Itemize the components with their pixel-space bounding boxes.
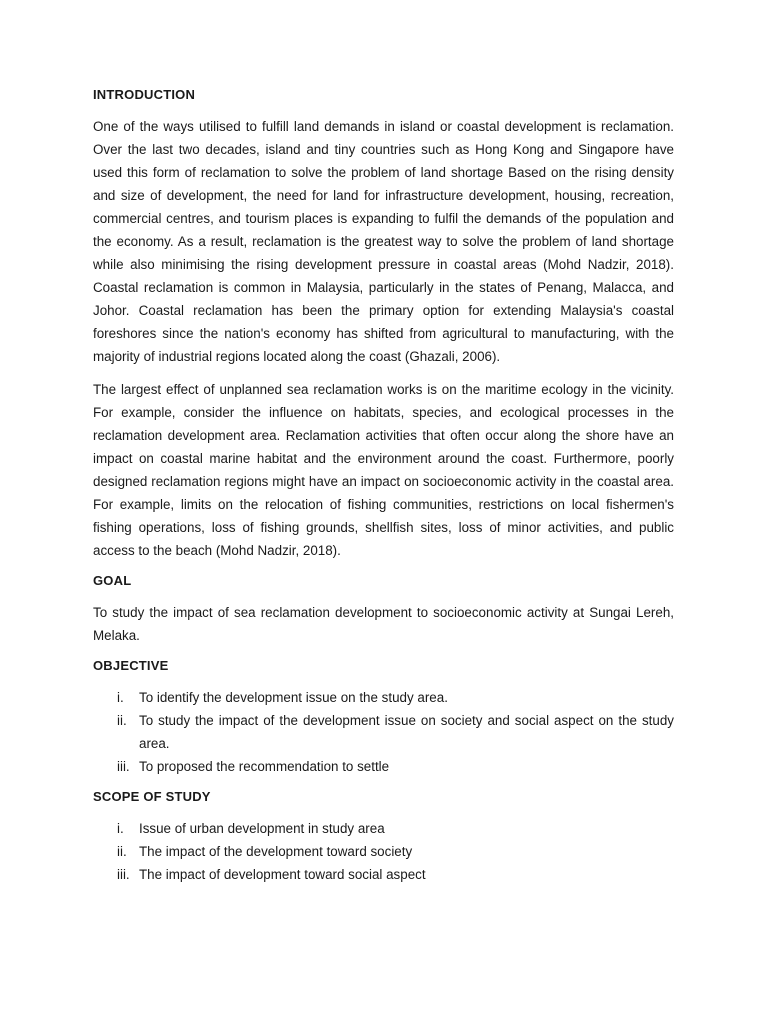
list-numeral: iii.	[117, 867, 130, 882]
document-page	[93, 86, 674, 896]
list-item-text: To study the impact of the development issue on society and social aspect on the study area.	[139, 713, 674, 751]
scope-heading: SCOPE OF STUDY	[93, 789, 211, 804]
goal-text: To study the impact of sea reclamation development to socioeconomic activity at Sungai Lereh, Melaka.	[93, 605, 674, 643]
list-item	[93, 840, 674, 863]
list-item-text: The impact of the development toward society	[139, 844, 413, 859]
scope-list	[93, 817, 674, 886]
list-item-text: Issue of urban development in study area	[139, 821, 385, 836]
list-item	[93, 686, 674, 709]
list-item	[93, 863, 674, 886]
introduction-heading: INTRODUCTION	[93, 87, 196, 102]
list-item	[93, 755, 674, 778]
objective-heading: OBJECTIVE	[93, 658, 169, 673]
list-numeral: ii.	[117, 844, 127, 859]
goal-heading: GOAL	[93, 573, 132, 588]
list-item	[93, 817, 674, 840]
objective-list	[93, 686, 674, 778]
introduction-paragraph-1: One of the ways utilised to fulfill land demands in island or coastal development is reclamation. Over the last two decades, island and tiny countries such as Hong Kong and Singapore have used this form of reclamation to solve the problem of land shortage Based on the rising density and size of development, the need for land for infrastructure development, housing, recreation, commercial centres, and tourism places is expanding to fulfil the demands of the population and the economy. As a result, reclamation is the greatest way to solve the problem of land shortage while also minimising the rising development pressure in coastal areas (Mohd Nadzir, 2018). Coastal reclamation is common in Malaysia, particularly in the states of Penang, Malacca, and Johor. Coastal reclamation has been the primary option for extending Malaysia's coastal foreshores since the nation's economy has shifted from agricultural to manufacturing, with the majority of industrial regions located along the coast (Ghazali, 2006).	[93, 119, 674, 364]
list-numeral: i.	[117, 690, 124, 705]
list-item-text: The impact of development toward social aspect	[139, 867, 426, 882]
introduction-paragraph-2: The largest effect of unplanned sea reclamation works is on the maritime ecology in the vicinity. For example, consider the influence on habitats, species, and ecological processes in the reclamation development area. Reclamation activities that often occur along the shore have an impact on coastal marine habitat and the environment around the coast. Furthermore, poorly designed reclamation regions might have an impact on socioeconomic activity in the coastal area. For example, limits on the relocation of fishing communities, restrictions on local fishermen's fishing operations, loss of fishing grounds, shellfish sites, loss of minor activities, and public access to the beach (Mohd Nadzir, 2018).	[93, 382, 674, 558]
list-item-text: To identify the development issue on the study area.	[139, 690, 448, 705]
list-item-text: To proposed the recommendation to settle	[139, 759, 390, 774]
list-item	[93, 709, 674, 755]
list-numeral: i.	[117, 821, 124, 836]
list-numeral: ii.	[117, 713, 127, 728]
list-numeral: iii.	[117, 759, 130, 774]
